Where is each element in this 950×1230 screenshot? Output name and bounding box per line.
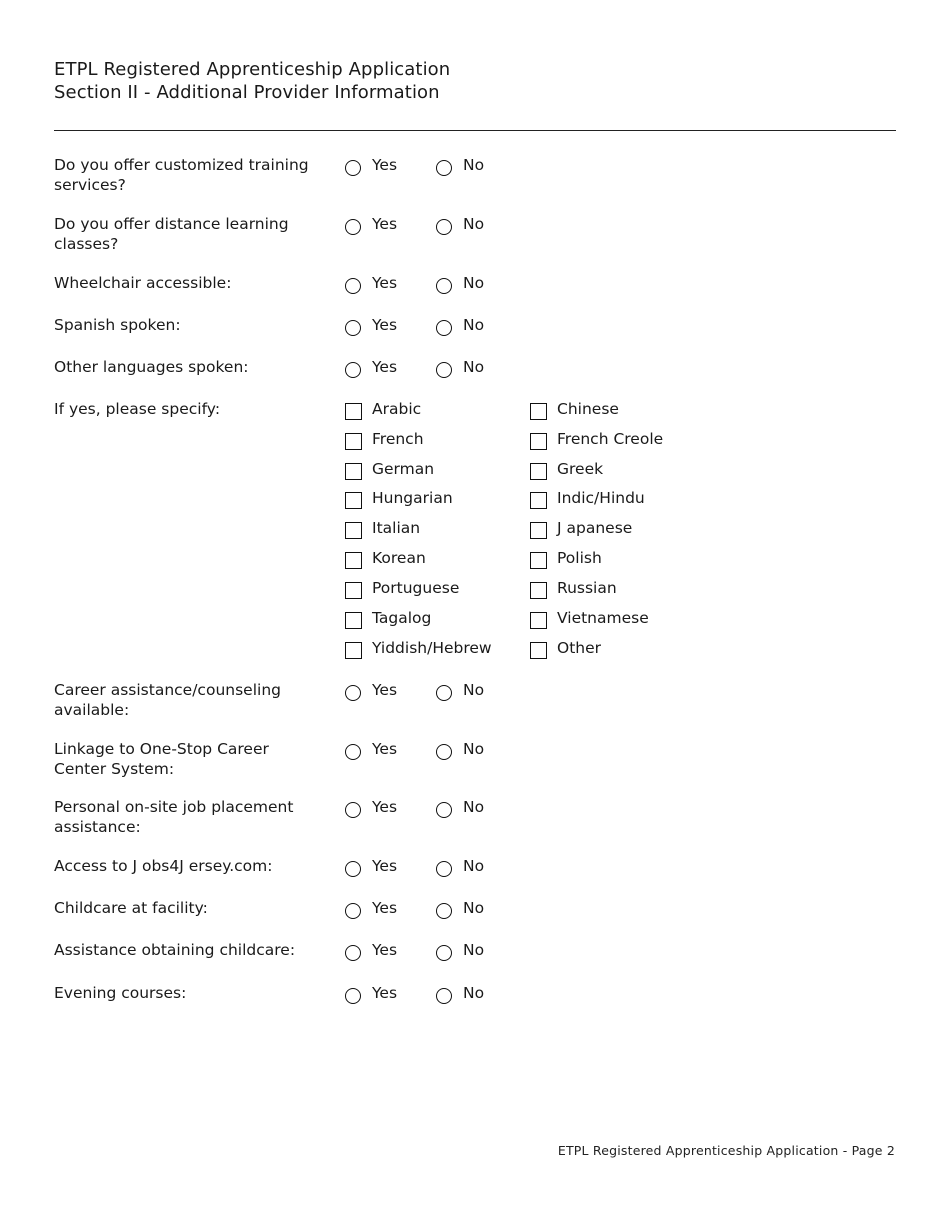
language-label: Italian bbox=[372, 519, 421, 537]
language-label: Greek bbox=[557, 460, 604, 478]
jobs4jersey-yes-radio[interactable] bbox=[345, 857, 397, 877]
jobs4jersey-no-radio[interactable] bbox=[436, 857, 484, 877]
radio-circle-icon[interactable] bbox=[345, 160, 361, 176]
language-label: Yiddish/Hebrew bbox=[372, 639, 492, 657]
childcare-assistance-yes-radio[interactable] bbox=[345, 941, 397, 961]
yes-label: Yes bbox=[372, 798, 398, 816]
question-childcare-assistance-label: Assistance obtaining childcare: bbox=[54, 941, 296, 959]
page-header bbox=[54, 58, 450, 104]
one-stop-linkage-no-radio[interactable] bbox=[436, 740, 484, 760]
question-jobs4jersey-label: Access to J obs4J ersey.com: bbox=[54, 857, 273, 875]
radio-circle-icon[interactable] bbox=[345, 219, 361, 235]
checkbox-square-icon[interactable] bbox=[345, 492, 362, 509]
language-checkbox-portuguese[interactable] bbox=[345, 579, 459, 599]
radio-circle-icon[interactable] bbox=[345, 802, 361, 818]
wheelchair-yes-radio[interactable] bbox=[345, 274, 397, 294]
wheelchair-no-radio[interactable] bbox=[436, 274, 484, 294]
language-checkbox-russian[interactable] bbox=[530, 579, 617, 599]
radio-circle-icon[interactable] bbox=[436, 362, 452, 378]
radio-circle-icon[interactable] bbox=[345, 685, 361, 701]
language-checkbox-arabic[interactable] bbox=[345, 400, 421, 420]
language-checkbox-greek[interactable] bbox=[530, 460, 603, 480]
yes-label: Yes bbox=[372, 215, 398, 233]
language-label: Hungarian bbox=[372, 489, 453, 507]
checkbox-square-icon[interactable] bbox=[530, 612, 547, 629]
language-checkbox-polish[interactable] bbox=[530, 549, 602, 569]
yes-label: Yes bbox=[372, 274, 398, 292]
radio-circle-icon[interactable] bbox=[436, 861, 452, 877]
yes-label: Yes bbox=[372, 984, 398, 1002]
yes-label: Yes bbox=[372, 681, 398, 699]
language-label: Indic/Hindu bbox=[557, 489, 645, 507]
question-spanish-label: Spanish spoken: bbox=[54, 316, 181, 334]
distance-learning-no-radio[interactable] bbox=[436, 215, 484, 235]
language-label: Portuguese bbox=[372, 579, 460, 597]
header-divider bbox=[54, 130, 896, 131]
childcare-facility-yes-radio[interactable] bbox=[345, 899, 397, 919]
no-label: No bbox=[463, 681, 485, 699]
language-label: French bbox=[372, 430, 424, 448]
customized-training-no-radio[interactable] bbox=[436, 156, 484, 176]
language-label: Arabic bbox=[372, 400, 422, 418]
radio-circle-icon[interactable] bbox=[436, 219, 452, 235]
no-label: No bbox=[463, 156, 485, 174]
radio-circle-icon[interactable] bbox=[436, 320, 452, 336]
question-other-languages-label: Other languages spoken: bbox=[54, 358, 249, 376]
job-placement-yes-radio[interactable] bbox=[345, 798, 397, 818]
no-label: No bbox=[463, 899, 485, 917]
radio-circle-icon[interactable] bbox=[345, 362, 361, 378]
radio-circle-icon[interactable] bbox=[436, 744, 452, 760]
checkbox-square-icon[interactable] bbox=[530, 552, 547, 569]
checkbox-square-icon[interactable] bbox=[345, 433, 362, 450]
checkbox-square-icon[interactable] bbox=[345, 463, 362, 480]
no-label: No bbox=[463, 358, 485, 376]
radio-circle-icon[interactable] bbox=[345, 861, 361, 877]
other-languages-no-radio[interactable] bbox=[436, 358, 484, 378]
radio-circle-icon[interactable] bbox=[345, 320, 361, 336]
question-career-assistance-label: Career assistance/counseling available: bbox=[54, 681, 281, 719]
checkbox-square-icon[interactable] bbox=[345, 522, 362, 539]
question-job-placement-label: Personal on-site job placement assistance: bbox=[54, 798, 294, 836]
language-label: Polish bbox=[557, 549, 602, 567]
radio-circle-icon[interactable] bbox=[436, 945, 452, 961]
customized-training-yes-radio[interactable] bbox=[345, 156, 397, 176]
yes-label: Yes bbox=[372, 358, 398, 376]
question-wheelchair-label: Wheelchair accessible: bbox=[54, 274, 232, 292]
language-label: Russian bbox=[557, 579, 617, 597]
language-checkbox-japanese[interactable] bbox=[530, 519, 632, 539]
career-assistance-no-radio[interactable] bbox=[436, 681, 484, 701]
question-distance-learning-label: Do you offer distance learning classes? bbox=[54, 215, 289, 253]
career-assistance-yes-radio[interactable] bbox=[345, 681, 397, 701]
radio-circle-icon[interactable] bbox=[436, 802, 452, 818]
radio-circle-icon[interactable] bbox=[345, 903, 361, 919]
checkbox-square-icon[interactable] bbox=[530, 463, 547, 480]
language-checkbox-korean[interactable] bbox=[345, 549, 426, 569]
no-label: No bbox=[463, 274, 485, 292]
checkbox-square-icon[interactable] bbox=[345, 552, 362, 569]
language-label: Vietnamese bbox=[557, 609, 649, 627]
section-title: Section II - Additional Provider Information bbox=[54, 82, 440, 103]
yes-label: Yes bbox=[372, 899, 398, 917]
checkbox-square-icon[interactable] bbox=[345, 642, 362, 659]
radio-circle-icon[interactable] bbox=[345, 988, 361, 1004]
checkbox-square-icon[interactable] bbox=[345, 612, 362, 629]
evening-courses-yes-radio[interactable] bbox=[345, 984, 397, 1004]
other-languages-yes-radio[interactable] bbox=[345, 358, 397, 378]
language-label: J apanese bbox=[557, 519, 633, 537]
no-label: No bbox=[463, 316, 485, 334]
checkbox-square-icon[interactable] bbox=[345, 403, 362, 420]
checkbox-square-icon[interactable] bbox=[530, 492, 547, 509]
language-label: Tagalog bbox=[372, 609, 432, 627]
checkbox-square-icon[interactable] bbox=[530, 582, 547, 599]
language-checkbox-french[interactable] bbox=[345, 430, 424, 450]
language-label: Korean bbox=[372, 549, 426, 567]
languages-specify-label: If yes, please specify: bbox=[54, 400, 221, 418]
language-checkbox-tagalog[interactable] bbox=[345, 609, 431, 629]
childcare-assistance-no-radio[interactable] bbox=[436, 941, 484, 961]
spanish-yes-radio[interactable] bbox=[345, 316, 397, 336]
language-checkbox-yiddish-hebrew[interactable] bbox=[345, 639, 492, 659]
language-checkbox-vietnamese[interactable] bbox=[530, 609, 649, 629]
language-checkbox-other[interactable] bbox=[530, 639, 601, 659]
evening-courses-no-radio[interactable] bbox=[436, 984, 484, 1004]
radio-circle-icon[interactable] bbox=[345, 945, 361, 961]
question-childcare-facility-label: Childcare at facility: bbox=[54, 899, 208, 917]
radio-circle-icon[interactable] bbox=[345, 744, 361, 760]
page-footer: ETPL Registered Apprenticeship Application - Page 2 bbox=[557, 1143, 895, 1158]
language-checkbox-indic-hindu[interactable] bbox=[530, 489, 645, 509]
language-label: German bbox=[372, 460, 435, 478]
yes-label: Yes bbox=[372, 941, 398, 959]
spanish-no-radio[interactable] bbox=[436, 316, 484, 336]
language-label: Chinese bbox=[557, 400, 619, 418]
language-checkbox-german[interactable] bbox=[345, 460, 434, 480]
language-checkbox-chinese[interactable] bbox=[530, 400, 619, 420]
radio-circle-icon[interactable] bbox=[436, 278, 452, 294]
no-label: No bbox=[463, 857, 485, 875]
checkbox-square-icon[interactable] bbox=[530, 522, 547, 539]
page-title: ETPL Registered Apprenticeship Application bbox=[54, 59, 451, 80]
language-label: Other bbox=[557, 639, 602, 657]
job-placement-no-radio[interactable] bbox=[436, 798, 484, 818]
radio-circle-icon[interactable] bbox=[436, 903, 452, 919]
checkbox-square-icon[interactable] bbox=[530, 433, 547, 450]
radio-circle-icon[interactable] bbox=[345, 278, 361, 294]
yes-label: Yes bbox=[372, 740, 398, 758]
yes-label: Yes bbox=[372, 316, 398, 334]
no-label: No bbox=[463, 984, 485, 1002]
language-checkbox-hungarian[interactable] bbox=[345, 489, 453, 509]
radio-circle-icon[interactable] bbox=[436, 685, 452, 701]
yes-label: Yes bbox=[372, 857, 398, 875]
question-customized-training-label: Do you offer customized training services? bbox=[54, 156, 309, 194]
no-label: No bbox=[463, 740, 485, 758]
language-checkbox-italian[interactable] bbox=[345, 519, 420, 539]
radio-circle-icon[interactable] bbox=[436, 988, 452, 1004]
no-label: No bbox=[463, 798, 485, 816]
one-stop-linkage-yes-radio[interactable] bbox=[345, 740, 397, 760]
no-label: No bbox=[463, 215, 485, 233]
question-one-stop-linkage-label: Linkage to One-Stop Career Center System: bbox=[54, 740, 269, 778]
no-label: No bbox=[463, 941, 485, 959]
childcare-facility-no-radio[interactable] bbox=[436, 899, 484, 919]
radio-circle-icon[interactable] bbox=[436, 160, 452, 176]
yes-label: Yes bbox=[372, 156, 398, 174]
checkbox-square-icon[interactable] bbox=[530, 642, 547, 659]
checkbox-square-icon[interactable] bbox=[345, 582, 362, 599]
checkbox-square-icon[interactable] bbox=[530, 403, 547, 420]
distance-learning-yes-radio[interactable] bbox=[345, 215, 397, 235]
language-label: French Creole bbox=[557, 430, 664, 448]
language-checkbox-french-creole[interactable] bbox=[530, 430, 663, 450]
question-evening-courses-label: Evening courses: bbox=[54, 984, 187, 1002]
